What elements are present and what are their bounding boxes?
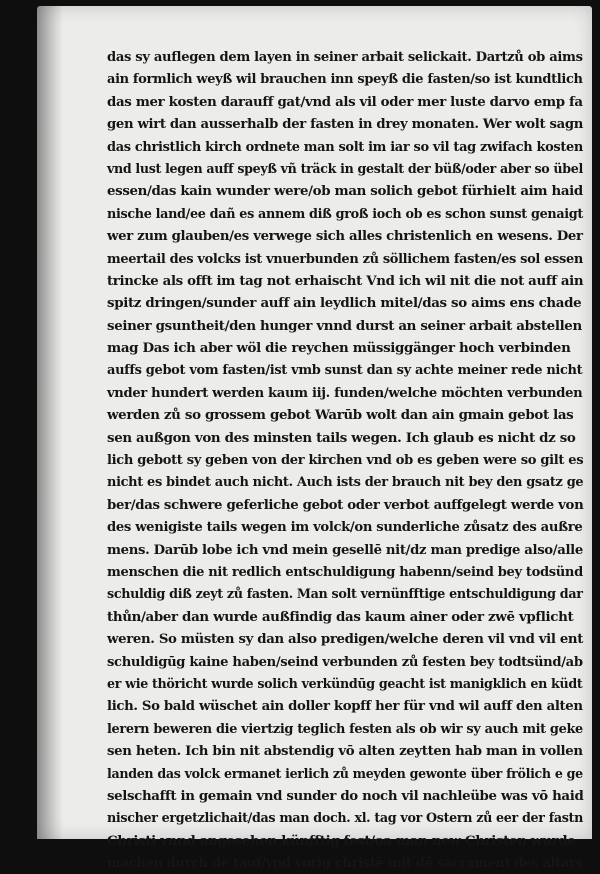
text-line: Christi vnnd angesehen künfftig fest/oa man new Christen wurde <box>107 832 576 849</box>
text-line: ber/das schwere geferliche gebot oder verbot auffgelegt werde von <box>107 496 584 513</box>
text-line: lich. So bald wüschet ain doller kopff her für vnd wil auff den alten <box>107 698 583 715</box>
text-line: essen/das kain wunder were/ob man solich gebot fürhielt aim haid <box>107 183 583 200</box>
text-line: des wenigiste tails wegen im volck/on sunderliche zůsatz des außre <box>107 519 583 536</box>
text-line: ain formlich weyß wil brauchen inn speyß die fasten/so ist kundtlich <box>107 71 583 88</box>
text-line: selschafft in gemain vnd sunder do noch vil nachleübe was vō haid <box>107 787 584 804</box>
blackletter-text-block <box>107 46 595 874</box>
text-line: landen das volck ermanet ierlich zů meyden gewonte über frölich e ge <box>107 765 583 782</box>
text-line: nicht es bindet auch nicht. Auch ists der brauch nit bey den gsatz ge <box>107 474 584 491</box>
text-line: machen durch de tauf/vnd vorig christē mit dē sacrament des altars <box>107 855 583 872</box>
text-line: wer zum glauben/es verwege sich alles christenlich en wesens. Der <box>107 228 583 245</box>
text-line: auffs gebot vom fasten/ist vmb sunst dan sy achte meiner rede nicht <box>107 362 583 379</box>
text-line: spitz dringen/sunder auff ain leydlich mitel/das so aims ens chade <box>107 295 582 312</box>
text-line: mens. Darūb lobe ich vnd mein gesellē nit/dz man predige also/alle <box>107 541 583 558</box>
text-line: das sy auflegen dem layen in seiner arbait selickait. Dartzů ob aims <box>107 49 583 65</box>
gutter-shadow <box>37 6 63 839</box>
text-line: lich gebott sy geben von der kirchen vnd ob es geben were so gilt es <box>107 452 584 469</box>
text-line: thůn/aber dan wurde außfindig das kaum ainer oder zwē vpflicht <box>107 608 574 625</box>
text-line: meertail des volcks ist vnuerbunden zů söllichem fasten/es sol essen <box>107 250 583 267</box>
text-line: nischer ergetzlichait/das man doch. xl. tag vor Ostern zů eer der fastn <box>107 810 583 827</box>
text-line: das mer kosten darauff gat/vnd als vil oder mer luste darvo emp fa <box>107 93 583 110</box>
text-line: er wie thöricht wurde solich verkündūg geacht ist manigklich en küdt <box>107 675 583 692</box>
book-page <box>37 6 592 872</box>
text-line: mag Das ich aber wöl die reychen müssiggänger hoch verbinden <box>107 340 571 357</box>
text-line: sen heten. Ich bin nit abstendig vō alten zeytten hab man in vollen <box>107 743 583 760</box>
text-line: gen wirt dan ausserhalb der fasten in drey monaten. Wer wolt sagn <box>107 116 583 133</box>
text-line: weren. So müsten sy dan also predigen/welche deren vil vnd vil ent <box>107 631 584 648</box>
text-line: seiner gsuntheit/den hunger vnnd durst an seiner arbait abstellen <box>107 317 582 334</box>
text-line: werden zů so grossem gebot Warūb wolt dan ain gmain gebot las <box>107 407 574 424</box>
text-line: nische land/ee dañ es annem diß groß ioch ob es schon sunst genaigt <box>107 205 583 222</box>
text-line: menschen die nit redlich entschuldigung habenn/seind bey todsünd <box>107 563 583 580</box>
text-line: trincke als offt im tag not erhaischt Vnd ich wil nit die not auff ain <box>107 272 584 289</box>
text-line: das christlich kirch ordnete man solt im iar so vil tag zwifach kosten <box>107 138 584 155</box>
text-line: schuldigūg kaine haben/seind verbunden zů festen bey todtsünd/ab <box>107 653 583 670</box>
text-line: schuldig diß zeyt zů fasten. Man solt vernünfftige entschuldigung dar <box>107 586 583 603</box>
text-line: sen außgon von des minsten tails wegen. Ich glaub es nicht dz so <box>107 429 576 446</box>
text-line: vnder hundert werden kaum iij. funden/welche möchten verbunden <box>107 384 583 401</box>
text-line: lerern beweren die viertzig teglich festen als ob wir sy auch mit geke <box>107 720 583 737</box>
text-line: vnd lust legen auff speyß vñ träck in gestalt der büß/oder aber so übel <box>107 160 583 177</box>
